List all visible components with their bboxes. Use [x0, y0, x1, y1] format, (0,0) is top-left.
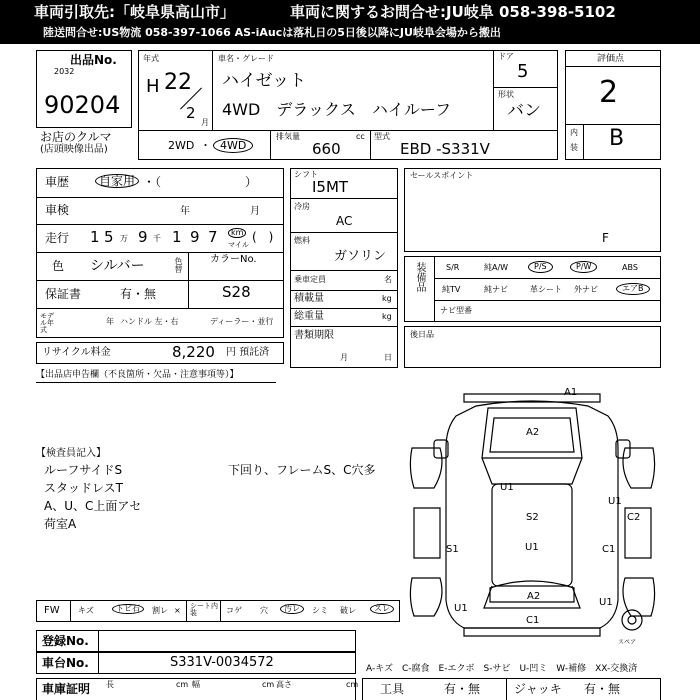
pickup-location: 車両引取先:「岐阜県高山市」	[34, 3, 235, 21]
history-label: 車歴	[45, 175, 70, 189]
doors-value: 5	[517, 61, 529, 82]
nav-model-label: ナビ型番	[440, 306, 472, 315]
diag-a2-top: A2	[526, 427, 540, 438]
mileage-d3: 9	[138, 228, 148, 246]
mileage-d2: 5	[104, 228, 114, 246]
load-unit: kg	[382, 294, 392, 303]
diag-spare: スペア	[618, 639, 637, 646]
dealer-notes-line	[36, 382, 276, 383]
equip-airbag: エアB	[616, 283, 650, 295]
recycle-unit: 円 預託済	[226, 347, 270, 358]
notes-label: 後日品	[410, 330, 434, 339]
fw-kizu: キズ	[78, 606, 94, 615]
displacement-label: 排気量	[276, 132, 300, 141]
color-change: 色替	[174, 257, 183, 273]
inspector-line-2: スタッドレスT	[44, 481, 123, 495]
doors-label: ドア	[498, 52, 514, 61]
shape-value: バン	[507, 101, 541, 121]
score-value: 2	[599, 75, 619, 110]
color-no-label: カラーNo.	[210, 254, 257, 265]
drive-2wd: 2WD	[168, 139, 195, 152]
transport-info: 陸送問合せ:US物流 058-397-1066 AS-iAucは落札日の5日後以降にJU岐阜会場から搬出	[43, 26, 501, 39]
docs-day: 日	[384, 353, 392, 362]
seat-sure: スレ	[370, 604, 394, 614]
fuel-label: 燃料	[294, 236, 310, 245]
history-box	[36, 168, 284, 338]
color-label: 色	[52, 259, 65, 273]
year-month: 2	[186, 104, 196, 122]
diag-s2: S2	[526, 512, 539, 523]
fw-ware: 割レ	[152, 606, 168, 615]
equip-sr: S/R	[446, 263, 460, 272]
diag-u1-b: U1	[525, 542, 539, 553]
displacement-unit: cc	[356, 132, 365, 141]
fw-label: FW	[44, 605, 60, 616]
seat-shimi: シミ	[312, 606, 328, 615]
drive-4wd: 4WD	[213, 138, 253, 153]
dealer-notes-title: 【出品店申告欄（不良箇所・欠品・注意事項等）】	[36, 370, 239, 380]
chassis-label: 車台No.	[42, 656, 89, 670]
sales-points-mark: F	[602, 231, 609, 245]
year-label: 年式	[143, 54, 159, 63]
diag-c1-right: C1	[602, 544, 616, 555]
inspector-title: 【検査員記入】	[36, 448, 106, 459]
load-label: 積載量	[294, 293, 324, 304]
tools-label: 工具	[380, 682, 405, 696]
inspector-line-right: 下回り、フレームS、C穴多	[228, 463, 376, 477]
weight-label: 総重量	[294, 311, 324, 322]
cert-height: 高さ	[276, 680, 292, 689]
mileage-d6: 7	[208, 228, 218, 246]
score-label: 評価点	[597, 54, 625, 64]
shift-value: I5MT	[312, 178, 349, 196]
cert-unit-2: cm	[262, 680, 275, 689]
month-unit: 月	[201, 118, 209, 127]
name-label: 車名・グレード	[218, 54, 274, 63]
diag-c2: C2	[627, 512, 641, 523]
lot-note-1: お店のクルマ	[40, 130, 112, 144]
notes-box	[404, 326, 661, 368]
mileage-km: km	[228, 228, 246, 238]
warranty-value: 有・無	[120, 287, 157, 301]
cert-length: 長	[106, 680, 114, 689]
inspector-line-1: ルーフサイドS	[44, 463, 123, 477]
color-value: シルバー	[90, 258, 145, 274]
equip-pw: P/W	[570, 261, 597, 273]
weight-unit: kg	[382, 312, 392, 321]
shaken-label: 車検	[45, 203, 70, 217]
shaken-year: 年	[180, 206, 190, 217]
equip-aw: 純A/W	[484, 263, 509, 272]
cert-width: 幅	[192, 680, 200, 689]
mileage-label: 走行	[45, 231, 70, 245]
seat-ana: 穴	[260, 606, 268, 615]
lot-small-number: 2032	[54, 67, 75, 76]
shaken-month: 月	[250, 206, 260, 217]
drive-sep: ・	[200, 139, 211, 152]
interior-value: B	[609, 126, 625, 151]
capacity-unit: 名	[384, 275, 392, 284]
diag-u1-c: U1	[608, 496, 622, 507]
diag-a1: A1	[564, 387, 578, 398]
displacement-value: 660	[312, 140, 341, 158]
diag-s1: S1	[446, 544, 459, 555]
diag-u1-a: U1	[500, 482, 514, 493]
inspector-line-3: A、U、C上面アセ	[44, 499, 142, 513]
equip-label: 装備品	[414, 262, 425, 292]
model-year-label: モデル年式	[40, 312, 54, 334]
model-label: 型式	[374, 132, 390, 141]
recycle-label: リサイクル料金	[42, 347, 111, 358]
inspector-line-4: 荷室A	[44, 517, 77, 531]
color-no-value: S28	[222, 283, 251, 301]
equip-extnav: 外ナビ	[574, 285, 598, 294]
diag-a2-bottom: A2	[527, 591, 541, 602]
seat-koge: コゲ	[226, 606, 242, 615]
tools-value: 有・無	[444, 682, 481, 696]
model-year-unit: 年	[106, 317, 114, 326]
equip-tv: 純TV	[442, 285, 461, 294]
recycle-value: 8,220	[172, 343, 215, 361]
cert-unit-3: cm	[346, 680, 359, 689]
interior-label-2: 装	[570, 143, 578, 152]
mileage-unit-sen: 千	[153, 234, 161, 243]
car-name: ハイゼット	[222, 71, 307, 91]
equip-nav: 純ナビ	[484, 285, 508, 294]
dealer-label: ディーラー・並行	[210, 317, 274, 326]
docs-label: 書類期限	[294, 330, 334, 341]
lot-label: 出品No.	[70, 53, 117, 67]
warranty-label: 保証書	[45, 287, 82, 301]
fuel-value: ガソリン	[334, 249, 387, 264]
capacity-label: 乗車定員	[294, 275, 326, 284]
diag-u1-d: U1	[454, 603, 468, 614]
seat-yabure: 破レ	[340, 606, 356, 615]
interior-label-1: 内	[570, 128, 578, 137]
mileage-d1: 1	[90, 228, 100, 246]
seat-label: シート内装	[190, 602, 218, 617]
reg-label: 登録No.	[42, 634, 89, 648]
equip-leather: 革シート	[530, 285, 562, 294]
jack-label: ジャッキ	[514, 682, 562, 696]
mileage-d5: 9	[190, 228, 200, 246]
docs-month: 月	[340, 353, 348, 362]
diag-c1-bottom: C1	[526, 615, 540, 626]
equip-ps: P/S	[528, 261, 553, 273]
mileage-d4: 1	[172, 228, 182, 246]
shape-label: 形状	[498, 90, 514, 99]
equip-abs: ABS	[622, 263, 638, 272]
ac-value: AC	[336, 214, 353, 228]
diag-u1-e: U1	[599, 597, 613, 608]
model-value: EBD -S331V	[400, 140, 490, 158]
mileage-mile: マイル	[228, 241, 249, 249]
contact-info: 車両に関するお問合せ:JU岐阜 058-398-5102	[290, 3, 616, 21]
fw-tobiishi: トビ石	[112, 604, 144, 614]
sales-box	[404, 168, 661, 252]
mileage-unit-man: 万	[120, 234, 128, 243]
chassis-value: S331V-0034572	[170, 655, 274, 670]
sales-points-label: セールスポイント	[410, 171, 474, 180]
seat-yogore: 汚レ	[280, 604, 304, 614]
jack-value: 有・無	[584, 682, 621, 696]
car-grade: 4WD デラックス ハイルーフ	[222, 100, 452, 119]
lot-note-2: (店頭映像出品)	[40, 144, 108, 155]
handle-label: ハンドル 左・右	[120, 317, 179, 326]
cert-label: 車庫証明	[42, 682, 91, 696]
damage-legend: A-キズ C-腐食 E-エクボ S-サビ U-凹ミ W-補修 XX-交換済	[366, 664, 638, 674]
history-value: 自家用	[95, 174, 139, 188]
fw-cross: ×	[174, 606, 181, 615]
history-rest: ・（ ）	[143, 175, 258, 189]
lot-number: 90204	[44, 91, 121, 119]
ac-label: 冷房	[294, 202, 310, 211]
year-era: H	[146, 76, 160, 97]
cert-unit-1: cm	[176, 680, 189, 689]
shift-label: シフト	[294, 170, 318, 179]
year-value: 22	[164, 70, 192, 95]
mileage-paren: ( )	[252, 230, 274, 244]
